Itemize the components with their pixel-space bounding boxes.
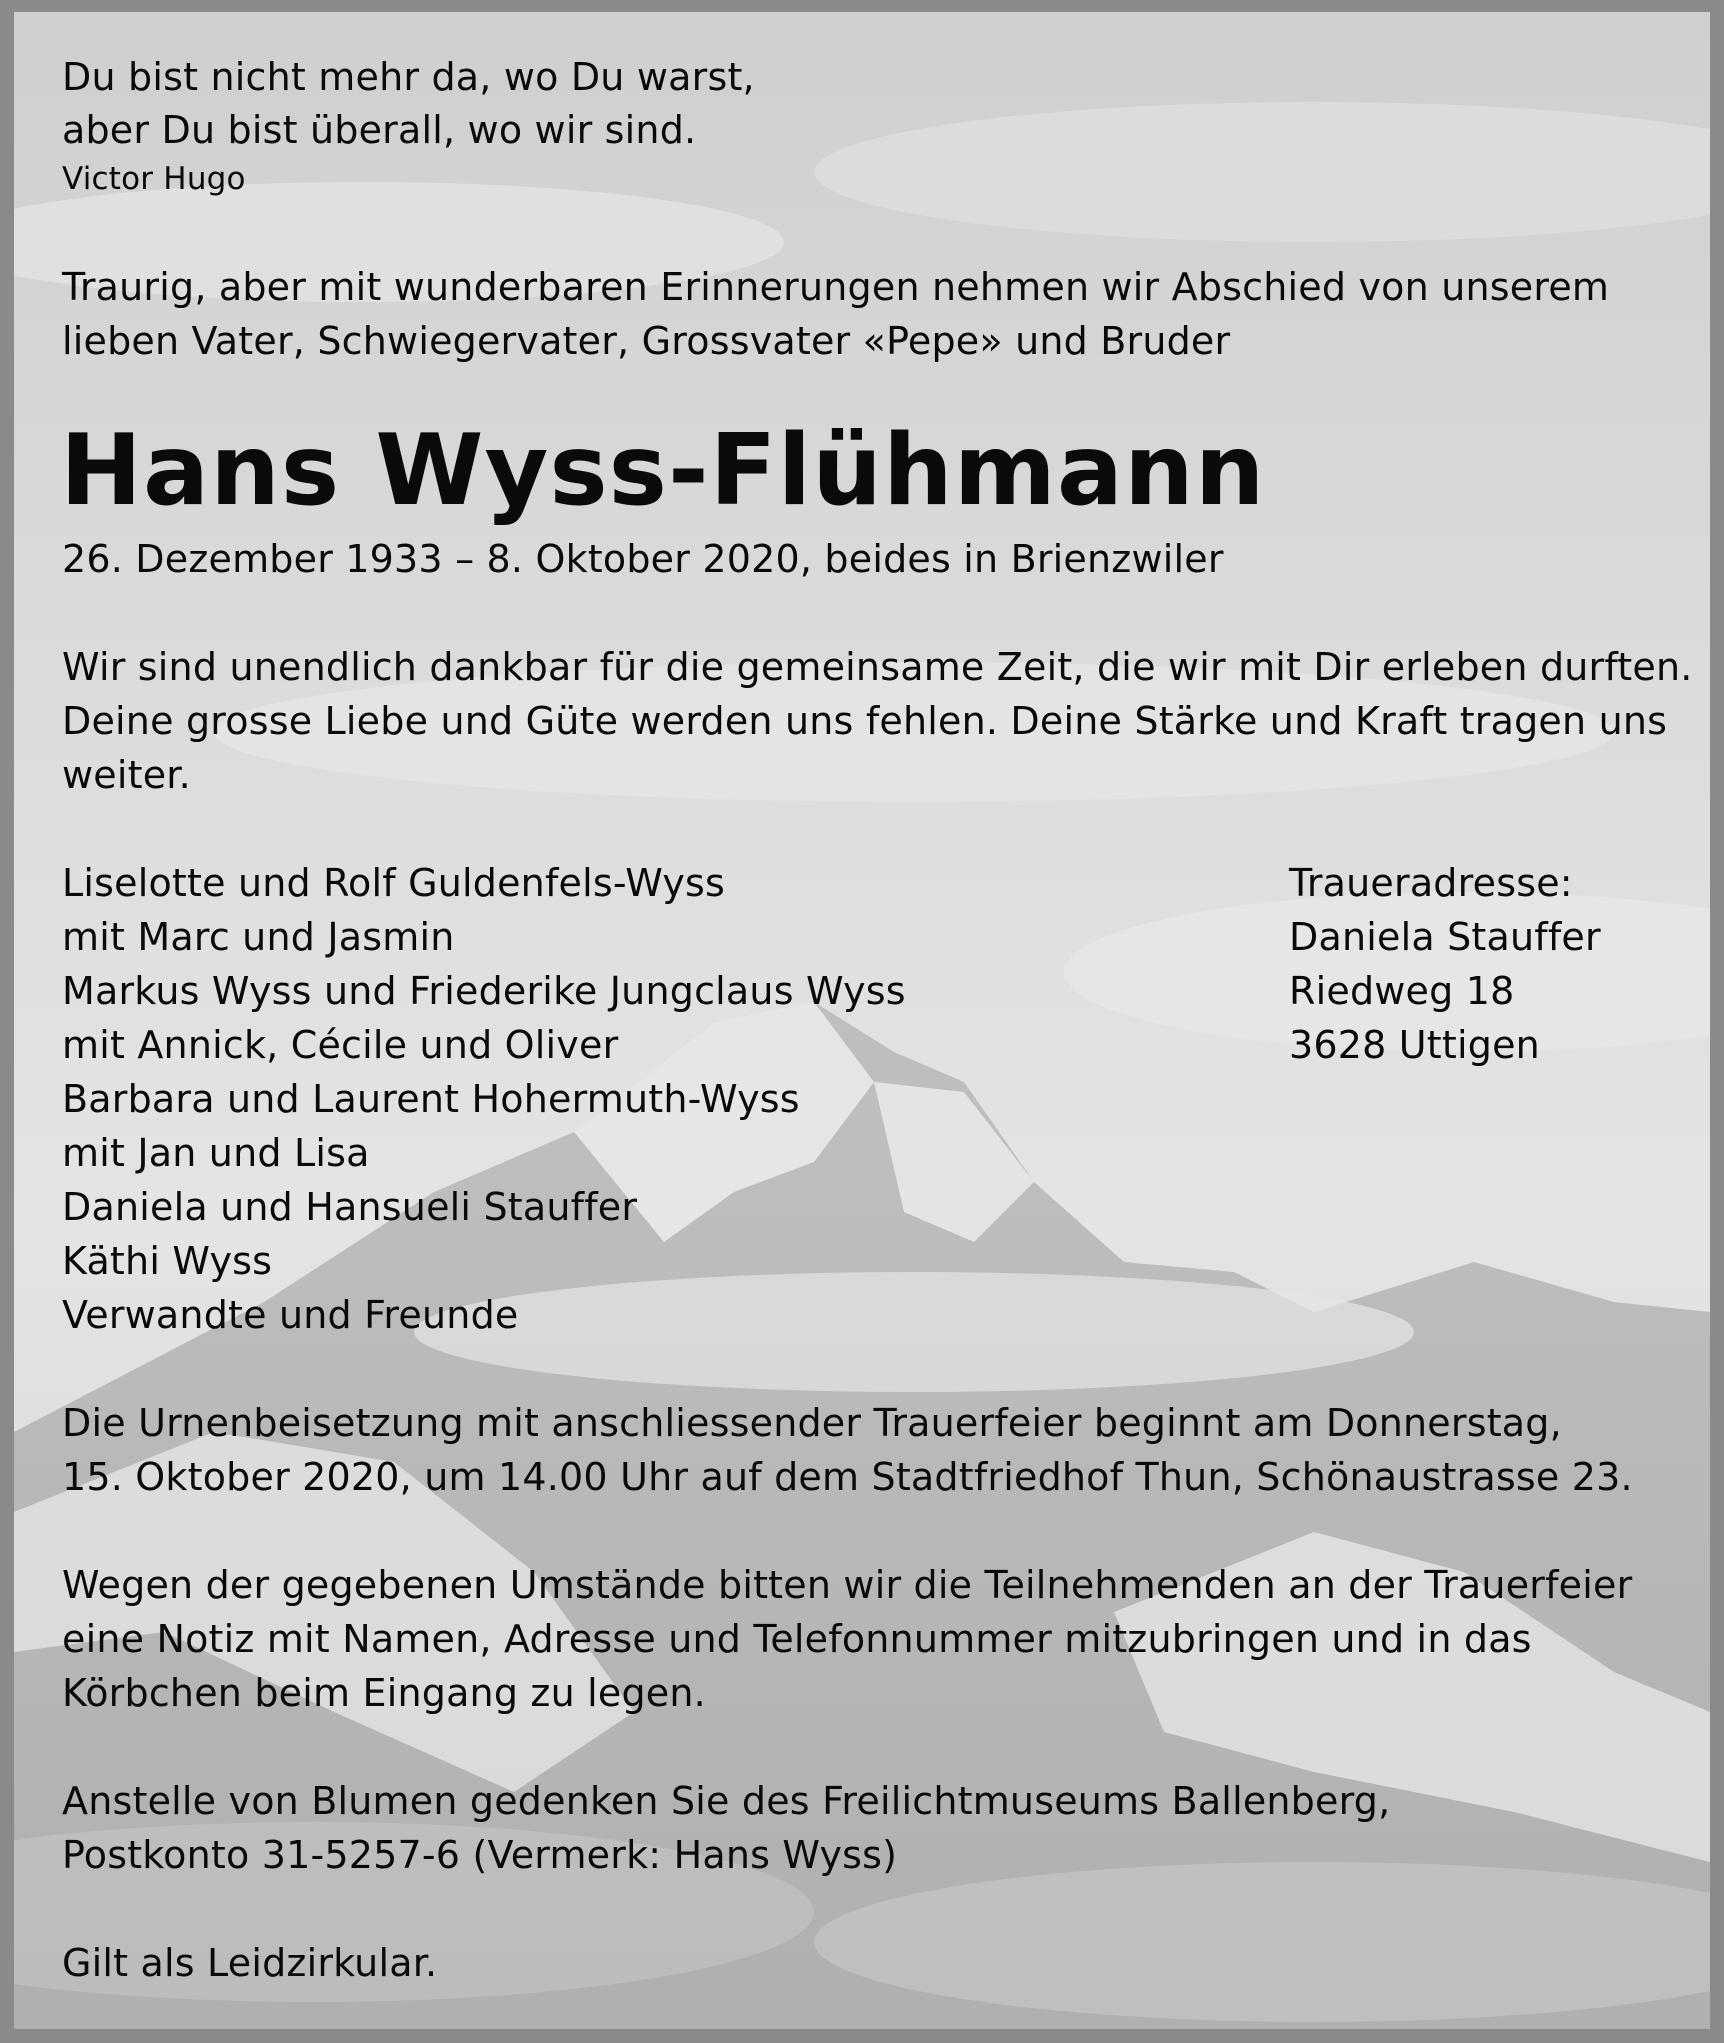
gratitude-line-3: weiter.: [62, 753, 191, 797]
mourner-entry: mit Marc und Jasmin: [62, 915, 455, 959]
intro-line-1: Traurig, aber mit wunderbaren Erinnerungen nehmen wir Abschied von unserem: [62, 265, 1610, 309]
notice-line-2: eine Notiz mit Namen, Adresse und Telefonnummer mitzubringen und in das: [62, 1617, 1532, 1661]
mourner-entry: Liselotte und Rolf Guldenfels-Wyss: [62, 861, 726, 905]
life-dates: 26. Dezember 1933 – 8. Oktober 2020, beides in Brienzwiler: [62, 537, 1224, 581]
closing-note: Gilt als Leidzirkular.: [62, 1941, 438, 1985]
ceremony-line-2: 15. Oktober 2020, um 14.00 Uhr auf dem Stadtfriedhof Thun, Schönaustrasse 23.: [62, 1455, 1633, 1499]
quote-line-1: Du bist nicht mehr da, wo Du warst,: [62, 55, 755, 99]
mourner-entry: Verwandte und Freunde: [62, 1293, 519, 1337]
ceremony-line-1: Die Urnenbeisetzung mit anschliessender Trauerfeier beginnt am Donnerstag,: [62, 1401, 1562, 1445]
address-street: Riedweg 18: [1289, 969, 1515, 1013]
mourner-entry: Daniela und Hansueli Stauffer: [62, 1185, 638, 1229]
mourner-entry: mit Jan und Lisa: [62, 1131, 370, 1175]
intro-line-2: lieben Vater, Schwiegervater, Grossvater «Pepe» und Bruder: [62, 319, 1231, 363]
mourner-entry: Markus Wyss und Friederike Jungclaus Wyss: [62, 969, 906, 1013]
address-label: Traueradresse:: [1289, 861, 1573, 905]
gratitude-line-1: Wir sind unendlich dankbar für die gemeinsame Zeit, die wir mit Dir erleben durften.: [62, 645, 1693, 689]
quote-line-2: aber Du bist überall, wo wir sind.: [62, 108, 697, 152]
donation-line-1: Anstelle von Blumen gedenken Sie des Freilichtmuseums Ballenberg,: [62, 1779, 1391, 1823]
donation-line-2: Postkonto 31-5257-6 (Vermerk: Hans Wyss): [62, 1833, 898, 1877]
mourner-entry: mit Annick, Cécile und Oliver: [62, 1023, 619, 1067]
quote-author: Victor Hugo: [62, 161, 246, 197]
address-city: 3628 Uttigen: [1289, 1023, 1540, 1067]
notice-line-3: Körbchen beim Eingang zu legen.: [62, 1671, 706, 1715]
gratitude-line-2: Deine grosse Liebe und Güte werden uns fehlen. Deine Stärke und Kraft tragen uns: [62, 699, 1668, 743]
mourner-entry: Barbara und Laurent Hohermuth-Wyss: [62, 1077, 800, 1121]
notice-line-1: Wegen der gegebenen Umstände bitten wir die Teilnehmenden an der Trauerfeier: [62, 1563, 1633, 1607]
deceased-name: Hans Wyss-Flühmann: [60, 414, 1266, 528]
mourner-entry: Käthi Wyss: [62, 1239, 273, 1283]
address-name: Daniela Stauffer: [1289, 915, 1601, 959]
